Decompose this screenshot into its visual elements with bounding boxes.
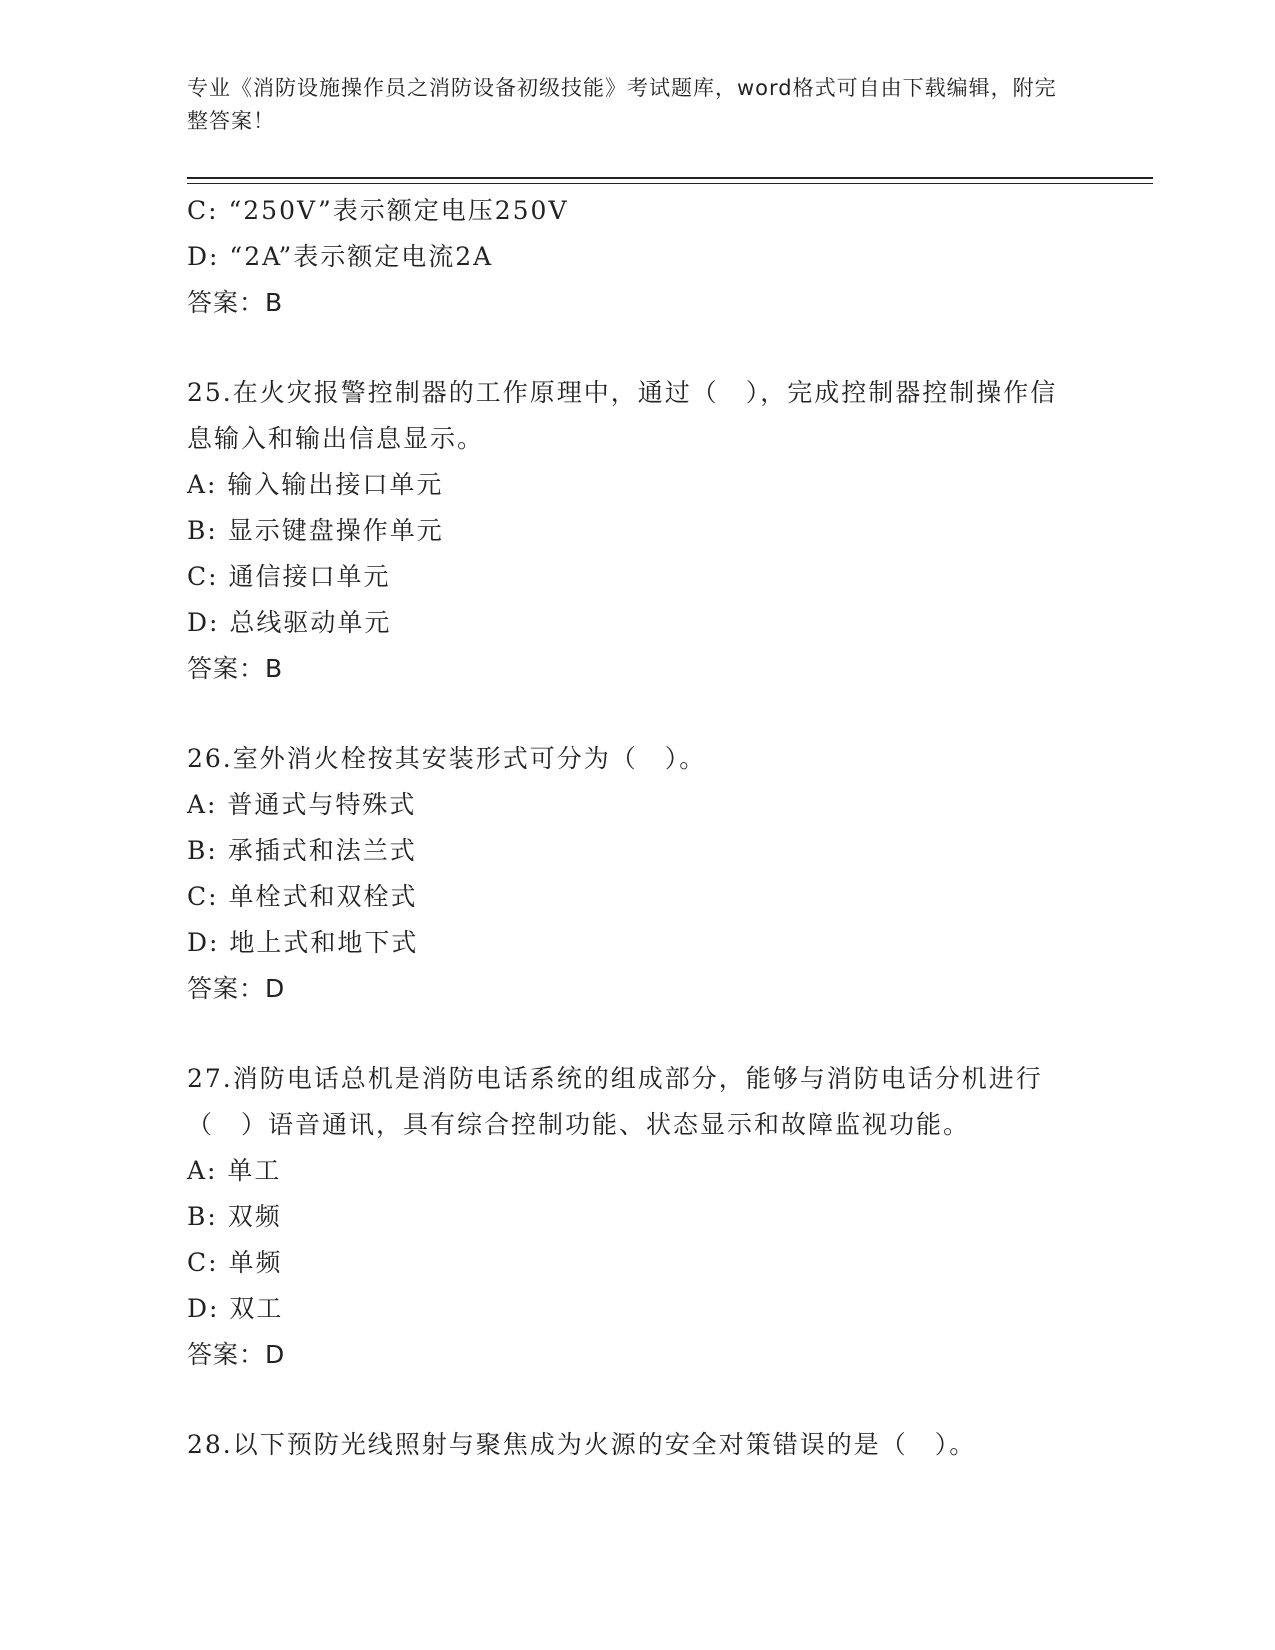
option-d: D: 双工 (187, 1294, 284, 1323)
option-c: C: “250V”表示额定电压250V (187, 196, 569, 225)
question-content (187, 188, 1067, 1468)
option-a: A: 输入输出接口单元 (187, 470, 444, 499)
answer-line: 答案：B (187, 654, 284, 683)
header-divider-thin (187, 183, 1153, 184)
header-divider-thick (187, 177, 1153, 179)
previous-question-tail (187, 188, 1067, 326)
question-text: 27.消防电话总机是消防电话系统的组成部分，能够与消防电话分机进行（ ）语音通讯，具有综合控制功能、状态显示和故障监视功能。 (187, 1064, 1043, 1139)
option-d: D: “2A”表示额定电流2A (187, 242, 494, 271)
option-b: B: 双频 (187, 1202, 282, 1231)
question-28 (187, 1422, 1067, 1468)
answer-line: 答案：D (187, 1340, 286, 1369)
option-a: A: 单工 (187, 1156, 282, 1185)
question-25 (187, 370, 1067, 692)
answer-line: 答案：B (187, 288, 284, 317)
option-c: C: 通信接口单元 (187, 562, 391, 591)
document-header: 专业《消防设施操作员之消防设备初级技能》考试题库，word格式可自由下载编辑，附完整答案！ (187, 76, 1057, 133)
question-text: 25.在火灾报警控制器的工作原理中，通过（ ），完成控制器控制操作信息输入和输出信息显示。 (187, 378, 1058, 453)
option-a: A: 普通式与特殊式 (187, 790, 417, 819)
answer-line: 答案：D (187, 974, 286, 1003)
option-b: B: 显示键盘操作单元 (187, 516, 444, 545)
option-c: C: 单栓式和双栓式 (187, 882, 418, 911)
option-c: C: 单频 (187, 1248, 283, 1277)
question-26 (187, 736, 1067, 1012)
option-d: D: 地上式和地下式 (187, 928, 419, 957)
question-text: 28.以下预防光线照射与聚焦成为火源的安全对策错误的是（ ）。 (187, 1430, 977, 1459)
question-text: 26.室外消火栓按其安装形式可分为（ ）。 (187, 744, 707, 773)
option-b: B: 承插式和法兰式 (187, 836, 417, 865)
option-d: D: 总线驱动单元 (187, 608, 392, 637)
question-27 (187, 1056, 1067, 1378)
